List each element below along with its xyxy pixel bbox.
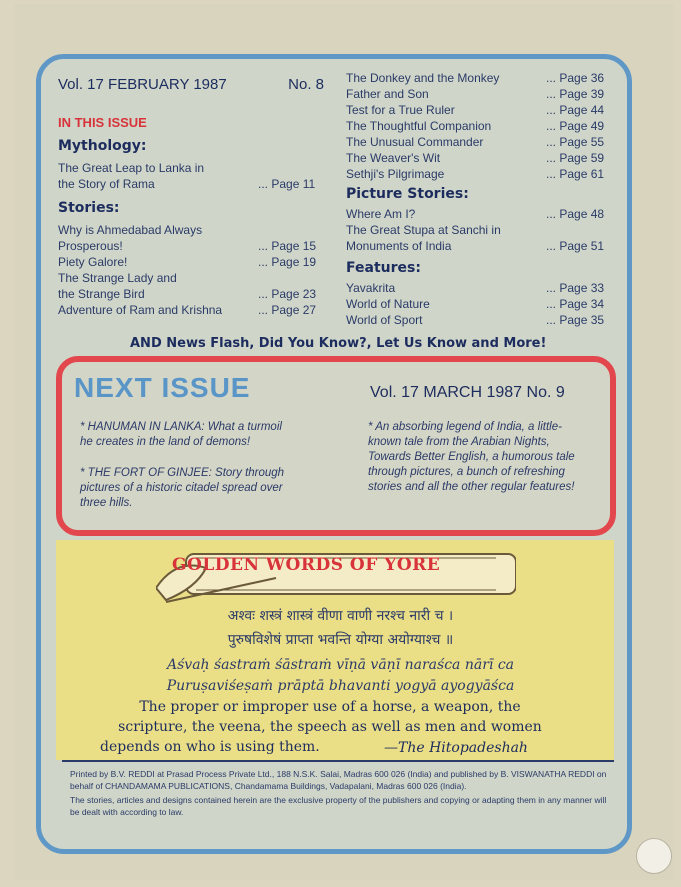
transliteration-line: Aśvaḥ śastraṁ śāstraṁ vīṇā vāṇī naraśca nārī ca <box>166 657 515 673</box>
sanskrit-line: अश्वः शस्त्रं शास्त्रं वीणा वाणी नरश्च नारी च । <box>227 608 454 624</box>
golden-words-title: GOLDEN WORDS OF YORE <box>172 555 441 575</box>
list-item: The Donkey and the Monkey ... Page 36 <box>346 71 605 85</box>
next-issue-item: * THE FORT OF GINJEE: Story through pictures of a historic citadel spread over three hills. <box>80 467 285 509</box>
sanskrit-line: पुरुषविशेषं प्राप्ता भवन्ति योग्या अयोग्याश्च ॥ <box>227 632 454 648</box>
list-item: the Story of Rama ... Page 11 <box>58 177 316 191</box>
next-issue-volume: Vol. 17 MARCH 1987 No. 9 <box>370 384 565 401</box>
list-item: The Weaver's Wit ... Page 59 <box>346 151 605 165</box>
list-item: World of Nature ... Page 34 <box>346 297 605 311</box>
features-heading: Features: <box>346 260 421 276</box>
next-issue-item: * HANUMAN IN LANKA: What a turmoil he creates in the land of demons! <box>80 421 282 448</box>
issue-number: No. 8 <box>288 76 324 93</box>
list-item: The Strange Lady and <box>58 271 177 285</box>
list-item: Test for a True Ruler ... Page 44 <box>346 103 605 117</box>
mythology-heading: Mythology: <box>58 138 147 154</box>
and-more-line: AND News Flash, Did You Know?, Let Us Know and More! <box>130 336 547 351</box>
list-item: The Great Stupa at Sanchi in <box>346 223 501 237</box>
scan-logo-icon <box>636 838 672 874</box>
list-item: Father and Son ... Page 39 <box>346 87 605 101</box>
list-item: Yavakrita ... Page 33 <box>346 281 605 295</box>
picture-stories-heading: Picture Stories: <box>346 186 469 202</box>
next-issue-box <box>56 356 616 536</box>
in-this-issue-label: IN THIS ISSUE <box>58 115 147 130</box>
quote-attribution: —The Hitopadeshah <box>384 740 528 756</box>
list-item: Monuments of India ... Page 51 <box>346 239 605 253</box>
toc-left-column <box>58 70 328 318</box>
issue-volume: Vol. 17 FEBRUARY 1987 <box>58 76 227 93</box>
list-item: The Unusual Commander ... Page 55 <box>346 135 605 149</box>
rights-statement: The stories, articles and designs contained herein are the exclusive property of the publishers and copying or adapting them in any manner will be dealt with according to law. <box>70 795 607 817</box>
issue-header <box>58 76 324 93</box>
list-item: Prosperous! ... Page 15 <box>58 239 317 253</box>
printer-statement: Printed by B.V. REDDI at Prasad Process Private Ltd., 188 N.S.K. Salai, Madras 600 026 (India) and published by B. VISWANATHA REDDI on behalf of CHANDAMAMA PUBLICATIONS, Chandamama Buildings, Vadapalani, Madras 600 026 (India). <box>70 769 607 791</box>
list-item: Sethji's Pilgrimage ... Page 61 <box>346 167 605 181</box>
list-item: Adventure of Ram and Krishna ... Page 27 <box>58 303 317 317</box>
footer-divider <box>62 760 614 762</box>
list-item: Where Am I? ... Page 48 <box>346 207 605 221</box>
list-item: Why is Ahmedabad Always <box>58 223 203 237</box>
list-item: The Great Leap to Lanka in <box>58 161 205 175</box>
transliteration-line: Puruṣaviśeṣaṁ prāptā bhavanti yogyā ayogyāśca <box>166 678 515 694</box>
list-item: the Strange Bird ... Page 23 <box>58 287 317 301</box>
next-issue-title: NEXT ISSUE <box>74 372 251 403</box>
list-item: World of Sport ... Page 35 <box>346 313 605 327</box>
imprint-footer <box>70 768 610 818</box>
list-item: Piety Galore! ... Page 19 <box>58 255 317 269</box>
next-issue-description: * An absorbing legend of India, a little- known tale from the Arabian Nights, Towards Better English, a humorous tale through pictures, a bunch of refreshing stories and all the other regular features! <box>368 421 575 493</box>
table-of-contents <box>58 70 618 332</box>
stories-heading: Stories: <box>58 200 120 216</box>
list-item: The Thoughtful Companion ... Page 49 <box>346 119 605 133</box>
translation-line: depends on who is using them. <box>100 739 320 755</box>
translation-line: The proper or improper use of a horse, a weapon, the <box>139 699 521 715</box>
translation-line: scripture, the veena, the speech as well as men and women <box>118 719 542 735</box>
toc-right-column <box>346 70 618 328</box>
